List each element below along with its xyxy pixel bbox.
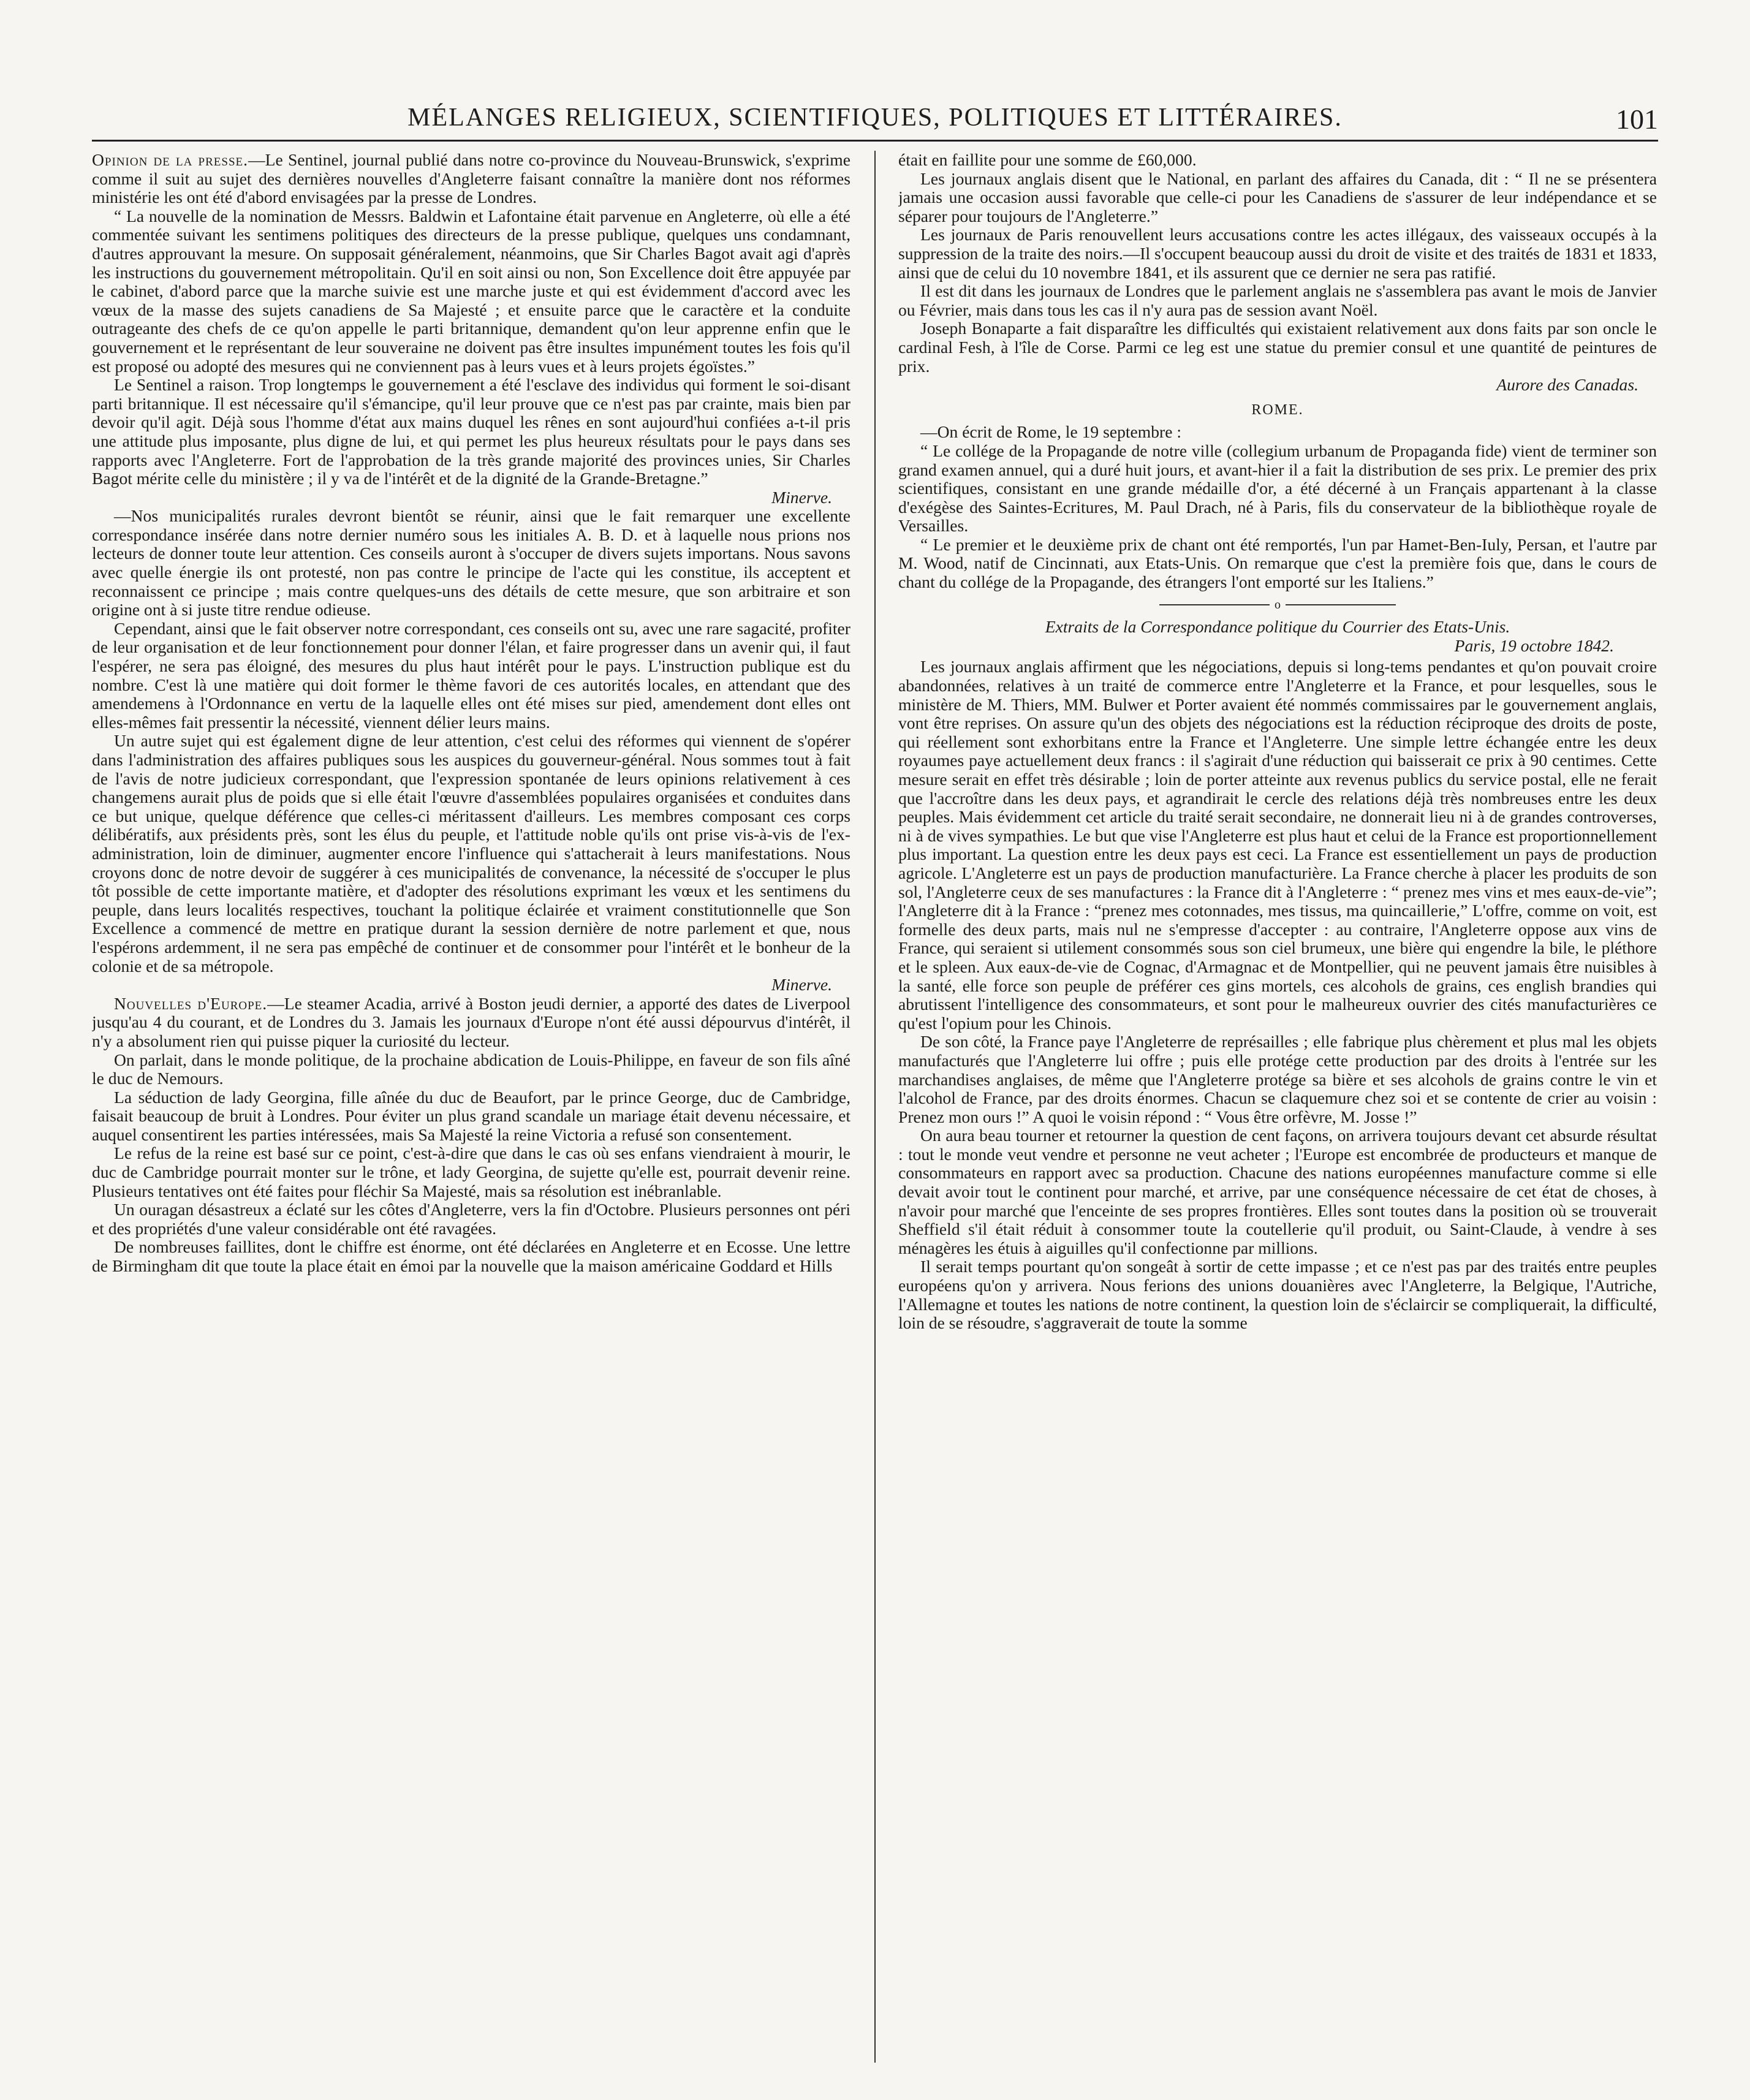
paragraph: Un autre sujet qui est également digne de leur attention, c'est celui des réformes qui viennent de s'opérer dans l'administration des affaires publiques sous les auspices du gouverneur-général. Nous sommes tout à fait de l'avis de notre judicieux correspondant, que l'expression spontanée de leurs opinions relativement à ces changemens aurait plus de poids que si elle était l'œuvre d'assemblées populaires organisées et conduites dans ce but unique, quelque déférence que celles-ci méritassent d'ailleurs. Les membres composant ces corps délibératifs, aux présidents près, sont les élus du peuple, et l'attitude noble qu'ils ont prise vis-à-vis de l'ex-administration, loin de diminuer, augmenter encore l'influence qui s'attacherait à leurs manifestations. Nous croyons donc de notre devoir de suggérer à ces municipalités de convenance, la nécessité de s'occuper le plus tôt possible de cette importante matière, et d'adopter des résolutions exprimant les vœux et les sentimens du peuple, dans leurs localités respectives, touchant la politique éclairée et vraiment constitutionnelle que Son Excellence a commencé de mettre en pratique durant la session dernière de notre parlement et que, nous l'espérons ardemment, il ne sera pas empêché de continuer et de consommer pour l'intérêt et le bonheur de la colonie et de sa métropole. bbox=[92, 731, 850, 976]
paragraph: De son côté, la France paye l'Angleterre de représailles ; elle fabrique plus chèrement et plus mal les objets manufacturés que l'Angleterre lui offre ; puis elle protége cette production par des droits à l'entrée sur les marchandises anglaises, de même que l'Angleterre protége sa bière et ses alcohols de grains contre le vin et l'alcohol de France, par des droits énormes. Chacun se claquemure chez soi et se contente de crier au voisin : Prenez mon ours !” A quoi le voisin répond : “ Vous être orfèvre, M. Josse !” bbox=[898, 1032, 1657, 1126]
paragraph: était en faillite pour une somme de £60,000. bbox=[898, 151, 1197, 169]
paragraph: Joseph Bonaparte a fait disparaître les difficultés qui existaient relativement aux dons faits par son oncle le cardinal Fesh, à l'île de Corse. Parmi ce leg est une statue du premier consul et une quantité de peintures de prix. bbox=[898, 319, 1657, 376]
paragraph: De nombreuses faillites, dont le chiffre est énorme, ont été déclarées en Angleterre et en Ecosse. Une lettre de Birmingham dit que toute la place était en émoi par la nouvelle que la maison américaine Goddard et Hills bbox=[92, 1237, 850, 1276]
separator-line bbox=[1159, 604, 1270, 605]
paragraph bbox=[92, 995, 850, 1051]
paragraph: Le refus de la reine est basé sur ce point, c'est-à-dire que dans le cas où ses enfans viendraient à mourir, le duc de Cambridge pourrait monter sur le trône, et lady Georgina, de sujette qu'elle est, pourrait devenir reine. Plusieurs tentatives ont été faites pour fléchir Sa Majesté, mais sa résolution est inébranlable. bbox=[92, 1143, 850, 1200]
paragraph-text: —Le Sentinel, journal publié dans notre co-province du Nouveau-Brunswick, s'exprime comme il suit au sujet des dernières nouvelles d'Angleterre faisant connaître la manière dont nos réformes ministérie les ont été d'abord envisagées par la presse de Londres. bbox=[92, 151, 850, 207]
paragraph: “ La nouvelle de la nomination de Messrs. Baldwin et Lafontaine était parvenue en Angleterre, où elle a été commentée suivant les sentimens politiques des directeurs de la presse publique, quelques uns condamnant, d'autres approuvant la mesure. On supposait généralement, néanmoins, que Sir Charles Bagot avait agi d'après les instructions du gouvernement métropolitain. Qu'il en soit ainsi ou non, Son Excellence doit être appuyée par le cabinet, d'abord parce que la marche suivie est une marche juste et qui est évidemment d'accord avec les vœux de la masse des sujets canadiens de Sa Majesté ; et ensuite parce que le caractère et la conduite outrageante des chefs de ce qu'on appelle le parti britannique, demandent qu'on leur apprenne enfin que le gouvernement et le représentant de leur souveraine ne doivent pas être insultes impunément toutes les fois qu'il est proposé ou adopté des mesures qui ne conviennent pas à leurs vues et à leurs projets égoïstes.” bbox=[92, 206, 850, 376]
left-column bbox=[92, 151, 850, 2063]
paragraph: “ Le collége de la Propagande de notre ville (collegium urbanum de Propaganda fide) vient de terminer son grand examen annuel, qui a duré huit jours, et avant-hier il a fait la distribution de ses prix. Le premier des prix scientifiques, consistant en une grande médaille d'or, a été décerné à un Français appartenant à la classe d'exégèse des Saintes-Ecritures, M. Paul Drach, né à Paris, fils du conservateur de la bibliothèque royale de Versailles. bbox=[898, 441, 1657, 536]
paragraph: “ Le premier et le deuxième prix de chant ont été remportés, l'un par Hamet-Ben-Iuly, Persan, et l'autre par M. Wood, natif de Cincinnati, aux Etats-Unis. On remarque que c'est la première fois que, dans le cours de chant du collége de la Propagande, des étrangers l'ont emporté sur les Italiens.” bbox=[898, 534, 1657, 592]
page-number: 101 bbox=[1616, 104, 1658, 135]
paragraph: Les journaux de Paris renouvellent leurs accusations contre les actes illégaux, des vaisseaux occupés à la suppression de la traite des noirs.—Il s'occupent beaucoup aussi du droit de visite et des traités de 1831 et 1833, ainsi que de celui du 10 novembre 1841, et ils assurent que ce dernier ne sera pas ratifié. bbox=[898, 225, 1657, 282]
paragraph: La séduction de lady Georgina, fille aînée du duc de Beaufort, par le prince George, duc de Cambridge, faisait beaucoup de bruit à Londres. Pour éviter un plus grand scandale un mariage était devenu nécessaire, et auquel consentirent les parties intéressées, mais Sa Majesté la reine Victoria a refusé son consentement. bbox=[92, 1087, 850, 1144]
paragraph: Il serait temps pourtant qu'on songeât à sortir de cette impasse ; et ce n'est pas par des traités entre peuples européens qu'on y arrivera. Nous ferions des unions douanières avec l'Angleterre, la Belgique, l'Autriche, l'Allemagne et toutes les nations de notre continent, la question loin de s'éclaircir se compliquerait, la difficulté, loin de se résoudre, s'aggraverait de toute la somme bbox=[898, 1257, 1657, 1333]
article-title: Extraits de la Correspondance politique du Courrier des Etats-Unis. bbox=[1045, 617, 1510, 637]
column-rule bbox=[874, 151, 876, 2063]
dateline: Paris, 19 octobre 1842. bbox=[1454, 635, 1614, 655]
section-separator bbox=[898, 596, 1657, 615]
separator-line bbox=[1286, 604, 1396, 605]
signature: Minerve. bbox=[771, 975, 832, 995]
page-header bbox=[92, 103, 1658, 142]
paragraph: Les journaux anglais disent que le National, en parlant des affaires du Canada, dit : “ Il ne se présentera jamais une occasion aussi favorable que celle-ci pour les Canadiens de s'assurer de leur indépendance et se séparer pour toujours de l'Angleterre.” bbox=[898, 169, 1657, 226]
paragraph: —Nos municipalités rurales devront bientôt se réunir, ainsi que le fait remarquer une excellente correspondance insérée dans notre dernier numéro sous les initiales A. B. D. et à laquelle nous prions nos lecteurs de donner toute leur attention. Ces conseils auront à s'occuper de divers sujets importans. Nous savons avec quelle énergie ils ont protesté, non pas contre le principe de l'acte qui les constitue, ils acceptent et reconnaissent ce principe ; mais contre quelques-uns des détails de cette mesure, que son arbitraire et son origine ont à si juste titre rendue odieuse. bbox=[92, 506, 850, 620]
signature: Aurore des Canadas. bbox=[1496, 375, 1638, 395]
paragraph: On aura beau tourner et retourner la question de cent façons, on arrivera toujours devant cet absurde résultat : tout le monde veut vendre et personne ne veut acheter ; l'Europe est encombrée de producteurs et manque de consommateurs en rapport avec sa production. Chacune des nations européennes manufacture comme si elle devait avoir tout le continent pour marché, et arrive, par une conséquence nécessaire de cet état de choses, à n'avoir pour marché que l'enceinte de ses propres frontières. Elles sont toutes dans la position où se trouverait Sheffield s'il était réduit à consommer toute la coutellerie qu'il produit, ou Saint-Claude, à vendre à ses ménagères les étuis à aiguilles qu'il confectionne par millions. bbox=[898, 1126, 1657, 1257]
signature: Minerve. bbox=[771, 487, 832, 507]
paragraph: On parlait, dans le monde politique, de la prochaine abdication de Louis-Philippe, en faveur de son fils aîné le duc de Nemours. bbox=[92, 1050, 850, 1088]
right-column bbox=[898, 151, 1657, 2063]
separator-mark: o bbox=[1275, 597, 1281, 612]
paragraph-text: —Le steamer Acadia, arrivé à Boston jeudi dernier, a apporté des dates de Liverpool jusqu'au 4 du courant, et de Londres du 3. Jamais les journaux d'Europe n'ont été aussi dépourvus d'intérêt, il n'y a absolument rien qui puisse piquer la curiosité du lecteur. bbox=[92, 993, 850, 1050]
paragraph: Les journaux anglais affirment que les négociations, depuis si long-tems pendantes et qu'on pouvait croire abandonnées, relatives à un traité de commerce entre l'Angleterre et la France, et pour lesquelles, sous le ministère de M. Thiers, MM. Bulwer et Porter avaient été nommés commissaires par le gouvernement anglais, vont être reprises. On assure qu'un des objets des négociations est la réduction réciproque des droits de poste, qui réellement sont exhorbitans entre la France et l'Angleterre. Une simple lettre échangée entre les deux royaumes paye actuellement deux francs : il s'agirait d'une réduction qui baisserait ce prix à 90 centimes. Cette mesure serait en effet très désirable ; loin de porter atteinte aux revenus publics du service postal, elle ne ferait que l'accroître dans les deux pays, et agrandirait le cercle des relations déjà très nombreuses entre les deux peuples. Mais évidemment cet article du traité serait secondaire, ne donnerait lieu ni à de grandes controverses, ni à de vives sympathies. Le but que vise l'Angleterre est plus haut et celui de la France est proportionnellement plus important. La question entre les deux pays est ceci. La France est essentiellement un pays de production agricole. L'Angleterre est un pays de production manufacturière. La France cherche à placer les produits de son sol, l'Angleterre ceux de ses manufactures : la France dit à l'Angleterre : “ prenez mes vins et mes eaux-de-vie”; l'Angleterre dit à la France : “prenez mes cotonnades, mes tissus, ma quincaillerie,” L'offre, comme on voit, est formelle des deux parts, mais nul ne s'empresse d'accepter : au contraire, l'Angleterre oppose aux vins de France, qui seraient si utilement consommés sous son ciel brumeux, une bière qui engendre la bile, le pléthore et le spleen. Aux eaux-de-vie de Cognac, d'Armagnac et de Montpellier, qui ne peuvent jamais être nuisibles à la santé, elle force son peuple de préférer ces gins mortels, ces alcohols de grains, ces english brandies qui abrutissent l'intelligence des consommateurs, et sont pour le malheureux ouvrier des cités manufacturières ce qu'est l'opium pour les Chinois. bbox=[898, 657, 1657, 1033]
section-title-rome: ROME. bbox=[1251, 401, 1304, 418]
paragraph bbox=[92, 151, 850, 207]
paragraph: Le Sentinel a raison. Trop longtemps le gouvernement a été l'esclave des individus qui forment le soi-disant parti britannique. Il est nécessaire qu'il s'émancipe, qu'il leur prouve que ce n'est pas par crainte, mais bien par devoir qu'il agit. Déjà sous l'homme d'état aux mains duquel les rênes en sont aujourd'hui confiées a-t-il pris une attitude plus imposante, plus digne de lui, et qui permet les plus heureux résultats pour le pays dans ses rapports avec l'Angleterre. Fort de l'approbation de la très grande majorité des provinces unies, Sir Charles Bagot mérite celle du ministère ; il y va de l'intérêt et de la dignité de la Grande-Bretagne.” bbox=[92, 375, 850, 488]
paragraph: —On écrit de Rome, le 19 septembre : bbox=[920, 422, 1182, 442]
running-title: MÉLANGES RELIGIEUX, SCIENTIFIQUES, POLITIQUES ET LITTÉRAIRES. bbox=[407, 104, 1343, 132]
section-head: Opinion de la presse. bbox=[92, 151, 249, 169]
section-head: Nouvelles d'Europe. bbox=[114, 993, 268, 1013]
paragraph: Il est dit dans les journaux de Londres que le parlement anglais ne s'assemblera pas avant le mois de Janvier ou Février, mais dans tous les cas il n'y aura pas de session avant Noël. bbox=[898, 281, 1657, 319]
paragraph: Cependant, ainsi que le fait observer notre correspondant, ces conseils ont su, avec une rare sagacité, profiter de leur organisation et de leur fonctionnement pour donner l'élan, et faire progresser dans un avenir qui, il faut l'espérer, ne sera pas éloigné, des mesures du plus haut intérêt pour le pays. L'instruction publique est du nombre. C'est là une matière qui doit former le thème favori de ces autorités locales, en attendant que des amendemens à l'Ordonnance en vertu de la laquelle elles ont été mises sur pied, amendement dont elles ont elles-mêmes fait pressentir la nécessité, viennent délier leurs mains. bbox=[92, 618, 850, 732]
paragraph: Un ouragan désastreux a éclaté sur les côtes d'Angleterre, vers la fin d'Octobre. Plusieurs personnes ont péri et des propriétés d'une valeur considérable ont été ravagées. bbox=[92, 1200, 850, 1238]
